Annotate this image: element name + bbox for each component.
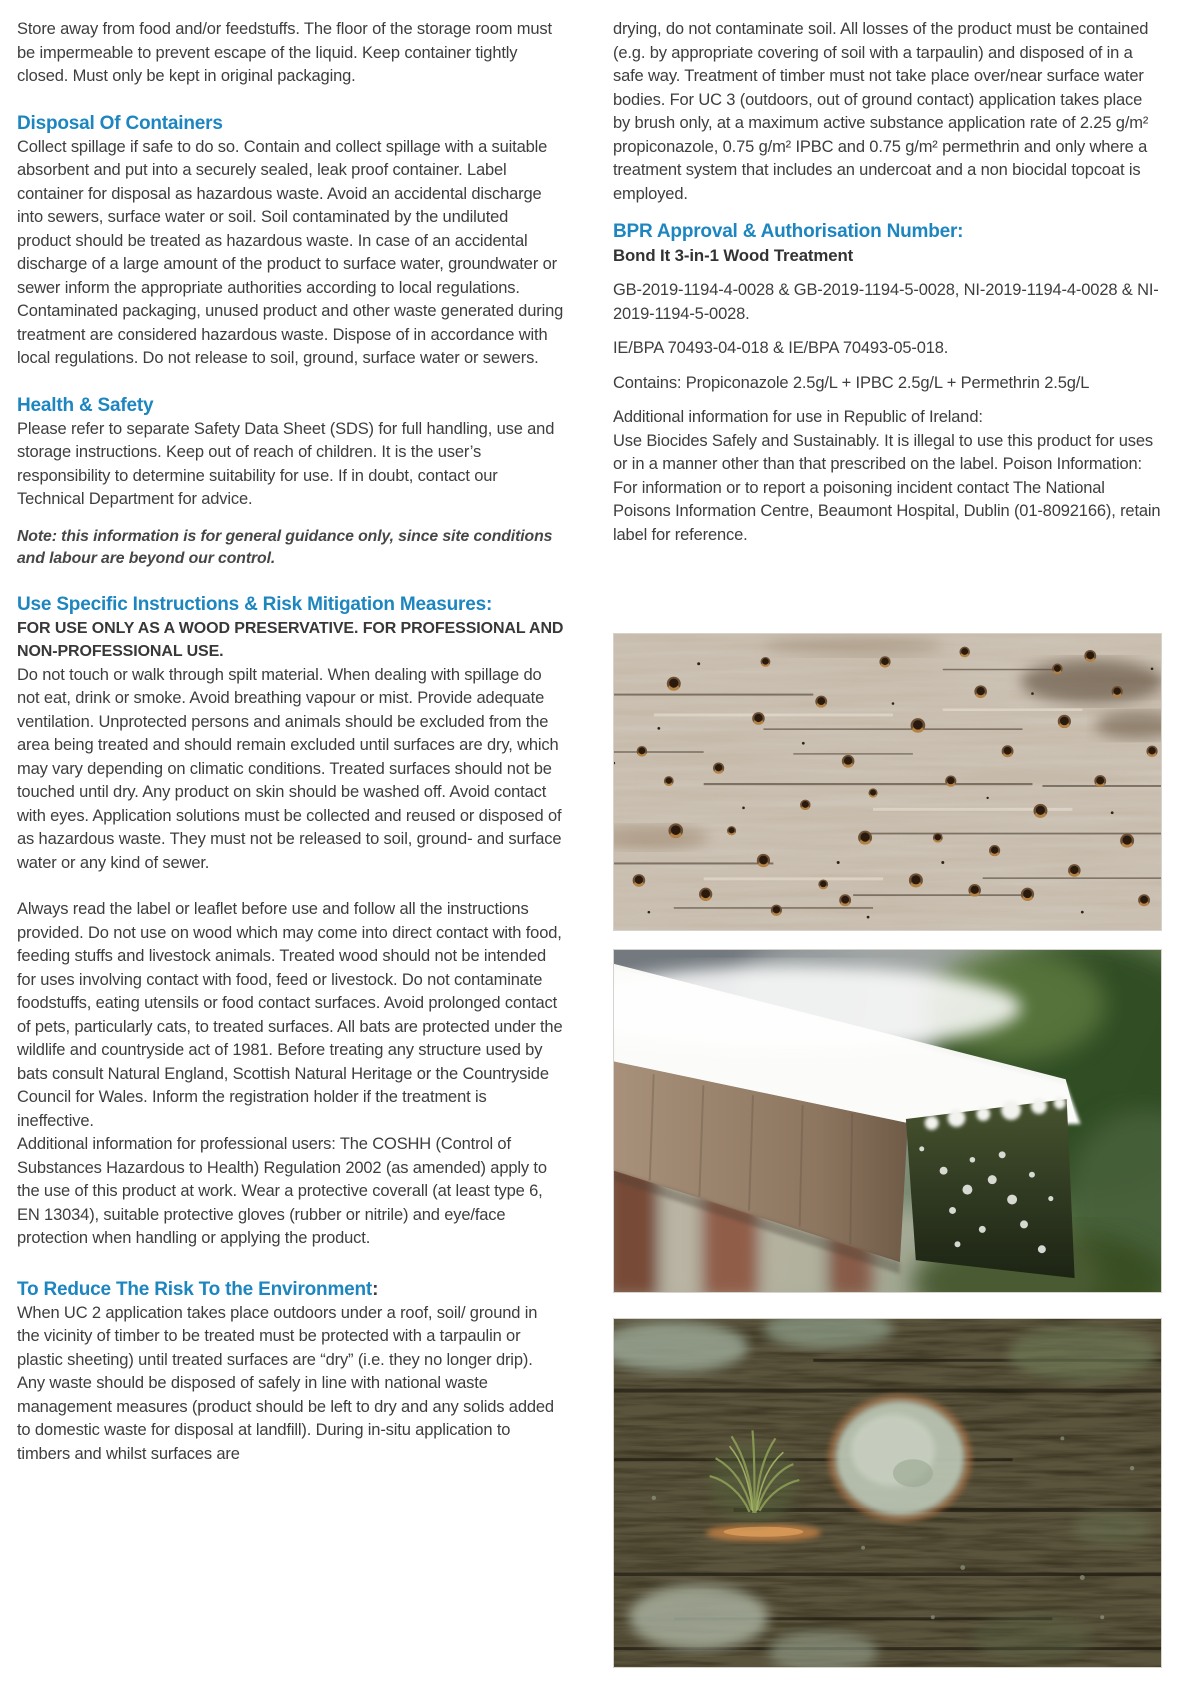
disposal-paragraph: Collect spillage if safe to do so. Contain and collect spillage with a suitable absorbent and put into a securely sealed, leak proof container. Label container for disposal as hazardous waste. Avoid an accidental discharge into sewers, surface water or soil. Soil contaminated by the undiluted product should be treated as hazardous waste. In case of an accidental discharge of a large amount of the product to surface water, groundwater or sewer inform the appropriate authorities according to local regulations. Contaminated packaging, unused product and other waste generated during treatment are considered hazardous waste. Dispose of in accordance with local regulations. Do not release to soil, ground, surface water or sewers. bbox=[17, 137, 564, 367]
environment-section bbox=[17, 1277, 564, 1467]
drying-paragraph: drying, do not contaminate soil. All losses of the product must be contained (e.g. by appropriate covering of soil with a tarpaulin) and disposed of in a safe way. Treatment of timber must not take place over/near surface water bodies. For UC 3 (outdoors, out of ground contact) application takes place by brush only, at a maximum active substance application rate of 2.25 g/m² propiconazole, 0.75 g/m² IPBC and 0.75 g/m² permethrin and only where a treatment system that includes an undercoat and a non biocidal topcoat is employed. bbox=[613, 20, 1149, 203]
lichen-patch bbox=[832, 1399, 968, 1518]
ireland-information bbox=[613, 406, 1162, 547]
weathered-timber-lichen-photo bbox=[613, 1318, 1162, 1668]
use-specific-heading: Use Specific Instructions & Risk Mitigation Measures: bbox=[17, 593, 493, 615]
environment-heading-colon: : bbox=[372, 1278, 379, 1300]
disposal-heading: Disposal Of Containers bbox=[17, 112, 223, 134]
bpr-heading: BPR Approval & Authorisation Number: bbox=[613, 221, 964, 242]
wood-preservative-statement: FOR USE ONLY AS A WOOD PRESERVATIVE. FOR PROFESSIONAL AND NON-PROFESSIONAL USE. bbox=[17, 619, 564, 660]
guidance-note: Note: this information is for general guidance only, since site conditions and labour are beyond our control. bbox=[17, 527, 553, 567]
contains-statement: Contains: Propiconazole 2.5g/L + IPBC 2.5g/L + Permethrin 2.5g/L bbox=[613, 373, 1090, 392]
health-safety-heading: Health & Safety bbox=[17, 394, 154, 416]
environment-heading: To Reduce The Risk To the Environment: bbox=[17, 1278, 379, 1300]
left-column bbox=[17, 18, 564, 1466]
ireland-information-heading-line: Additional information for use in Republic of Ireland: bbox=[613, 408, 983, 426]
use-specific-paragraph-3: Additional information for professional users: The COSHH (Control of Substances Hazardous to Health) Regulation 2002 (as amended) apply to the use of this product at work. Wear a protective coverall (at least type 6, EN 13034), suitable protective gloves (rubber or nitrile) and eye/face protection when handling or applying the product. bbox=[17, 1135, 547, 1247]
health-safety-section bbox=[17, 393, 564, 512]
woodworm-damaged-timber-photo bbox=[613, 633, 1162, 931]
right-column bbox=[613, 18, 1162, 1680]
use-specific-section bbox=[17, 592, 564, 1251]
bpr-section bbox=[613, 219, 1162, 547]
authorisation-codes-ie: IE/BPA 70493-04-018 & IE/BPA 70493-05-018. bbox=[613, 339, 949, 357]
health-safety-paragraph: Please refer to separate Safety Data Sheet (SDS) for full handling, use and storage instructions. Keep out of reach of children. It is the user’s responsibility to determine suitability for use. If in doubt, contact our Technical Department for advice. bbox=[17, 419, 555, 508]
frosted-rail-photo-illustration bbox=[614, 950, 1161, 1292]
disposal-section bbox=[17, 111, 564, 371]
use-specific-paragraph-1: Do not touch or walk through spilt material. When dealing with spillage do not eat, drink or smoke. Avoid breathing vapour or mist. Provide adequate ventilation. Unprotected persons and animals should be excluded from the area being treated and should remain excluded until surfaces are dry, which may vary depending on climatic conditions. Treated surfaces should not be touched until dry. Any product on skin should be washed off. Avoid contact with eyes. Application solutions must be collected and reused or disposed of as hazardous waste. They must not be released to soil, ground- and surface water or any kind of sewer. bbox=[17, 665, 562, 872]
lichen-photo-illustration bbox=[614, 1319, 1161, 1667]
storage-paragraph: Store away from food and/or feedstuffs. The floor of the storage room must be impermeable to prevent escape of the liquid. Keep container tightly closed. Must only be kept in original packaging. bbox=[17, 20, 552, 85]
product-name: Bond It 3-in-1 Wood Treatment bbox=[613, 246, 854, 265]
environment-paragraph: When UC 2 application takes place outdoors under a roof, soil/ ground in the vicinity of timber to be treated must be protected with a tarpaulin or plastic sheeting) until treated surfaces are “dry” (i.e. they no longer drip). Any waste should be disposed of safely in line with national waste management measures (product should be left to dry and any solids added to domestic waste for disposal at landfill). During in-situ application to timbers and whilst surfaces are bbox=[17, 1303, 554, 1463]
authorisation-codes-gb-ni: GB-2019-1194-4-0028 & GB-2019-1194-5-0028, NI-2019-1194-4-0028 & NI-2019-1194-5-0028. bbox=[613, 281, 1159, 323]
ireland-information-body: Use Biocides Safely and Sustainably. It is illegal to use this product for uses or in a manner other than that prescribed on the label. Poison Information: For information or to report a poisoning incident contact The National Poisons Information Centre, Beaumont Hospital, Dublin (01-8092166), retain label for reference. bbox=[613, 431, 1161, 544]
woodworm-photo-illustration bbox=[614, 634, 1161, 930]
frost-covered-treated-rail-photo bbox=[613, 949, 1162, 1293]
use-specific-paragraph-2: Always read the label or leaflet before use and follow all the instructions provided. Do not use on wood which may come into direct contact with food, feeding stuffs and livestock animals. Treated wood should not be intended for uses involving contact with food, feed or livestock. Do not contaminate foodstuffs, eating utensils or food contact surfaces. Avoid prolonged contact of pets, particularly cats, to treated surfaces. All bats are protected under the wildlife and countryside act of 1981. Before treating any structure used by bats consult Natural England, Scottish Natural Heritage or the Countryside Council for Wales. Inform the registration holder if the treatment is ineffective. bbox=[17, 900, 563, 1130]
